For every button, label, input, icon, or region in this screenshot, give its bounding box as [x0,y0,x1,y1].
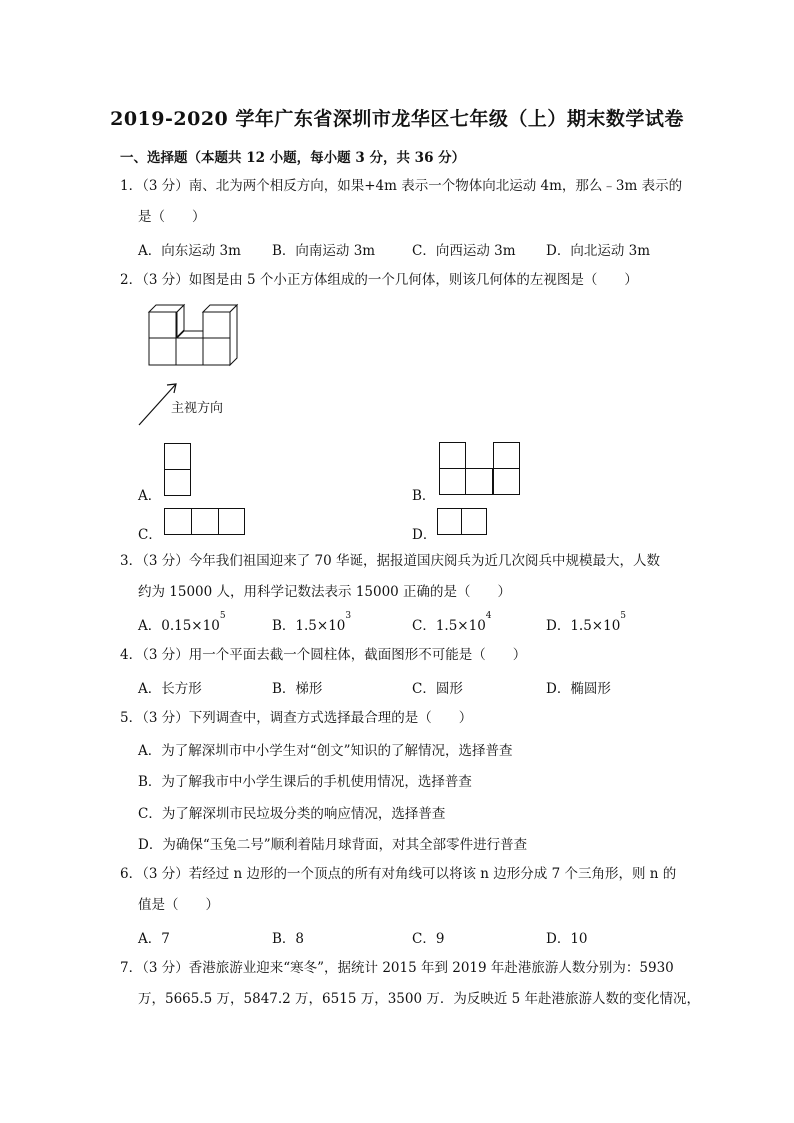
cube-solid-figure [136,300,246,370]
q3-option-a-exponent: 5 [219,611,226,621]
q5-stem-line1: 5．（3 分）下列调查中，调查方式选择最合理的是（ ） [120,710,473,726]
q1-option-a: A．向东运动 3m [138,243,241,259]
q6-option-d: D．10 [546,931,588,947]
page-title: 2019-2020 学年广东省深圳市龙华区七年级（上）期末数学试卷 [110,108,684,130]
q1-option-c: C．向西运动 3m [412,243,516,259]
q3-option-d [546,611,627,634]
q2-option-b-square [493,468,520,495]
q6-option-b: B．8 [272,931,305,947]
q3-option-c [412,611,492,634]
section-heading: 一、选择题（本题共 12 小题，每小题 3 分，共 36 分） [120,150,466,166]
q2-option-b-square [465,468,493,495]
q2-option-a-square [164,443,191,470]
q4-option-c: C．圆形 [412,681,463,697]
q2-option-a-label: A． [138,488,162,504]
q3-stem-line1: 3．（3 分）今年我们祖国迎来了 70 华诞，据报道国庆阅兵为近几次阅兵中规模最大，人数 [120,553,660,569]
q2-option-d-square [461,508,487,535]
q2-stem-line1: 2．（3 分）如图是由 5 个小正方体组成的一个几何体，则该几何体的左视图是（ ） [120,272,638,288]
q2-option-a-square [164,469,191,496]
q6-option-a: A．7 [138,931,170,947]
q1-stem-line2: 是（ ） [138,209,206,225]
q2-option-b-label: B． [412,488,436,504]
q4-option-b: B．梯形 [272,681,323,697]
q3-option-d-base: D．1.5×10 [546,618,621,634]
q2-option-c-square [218,508,245,535]
q3-option-a [138,611,226,634]
view-direction-label: 主视方向 [171,401,224,416]
q1-option-b: B．向南运动 3m [272,243,376,259]
q5-option-d: D．为确保“玉兔二号”顺利着陆月球背面，对其全部零件进行普查 [138,837,528,853]
q2-option-b-square [439,468,466,495]
q3-stem-line2: 约为 15000 人，用科学记数法表示 15000 正确的是（ ） [138,584,512,600]
q1-stem-line1: 1．（3 分）南、北为两个相反方向，如果+4m 表示一个物体向北运动 4m，那么﹣3m 表示的 [120,178,683,194]
q7-stem-line1: 7．（3 分）香港旅游业迎来“寒冬”，据统计 2015 年到 2019 年赴港旅游人数分别为：5930 [120,960,674,976]
q3-option-a-base: A．0.15×10 [138,618,220,634]
q5-option-a: A．为了解深圳市中小学生对“创文”知识的了解情况，选择普查 [138,743,513,759]
q2-option-b-square [439,442,466,469]
q6-stem-line2: 值是（ ） [138,897,219,913]
q3-option-b [272,611,352,634]
q5-option-b: B．为了解我市中小学生课后的手机使用情况，选择普查 [138,774,472,790]
q4-stem-line1: 4．（3 分）用一个平面去截一个圆柱体，截面图形不可能是（ ） [120,647,527,663]
q3-option-c-base: C．1.5×10 [412,618,486,634]
q3-option-b-base: B．1.5×10 [272,618,346,634]
q2-option-c-label: C． [138,527,162,543]
q2-option-d-square [437,508,462,535]
q4-option-a: A．长方形 [138,681,202,697]
q3-option-c-exponent: 4 [485,611,492,621]
q2-option-b-square [493,442,520,469]
q2-option-c-square [191,508,219,535]
q5-option-c: C．为了解深圳市民垃圾分类的响应情况，选择普查 [138,806,446,822]
q2-option-d-label: D． [412,527,437,543]
q6-stem-line1: 6．（3 分）若经过 n 边形的一个顶点的所有对角线可以将该 n 边形分成 7 个三角形，则 n 的 [120,866,677,882]
q4-option-d: D．椭圆形 [546,681,611,697]
q7-stem-line2: 万，5665.5 万，5847.2 万，6515 万，3500 万．为反映近 5 年赴港旅游人数的变化情况， [138,991,701,1007]
q1-option-d: D．向北运动 3m [546,243,651,259]
q3-option-b-exponent: 3 [345,611,352,621]
q2-option-c-square [164,508,192,535]
q6-option-c: C．9 [412,931,445,947]
q3-option-d-exponent: 5 [620,611,627,621]
